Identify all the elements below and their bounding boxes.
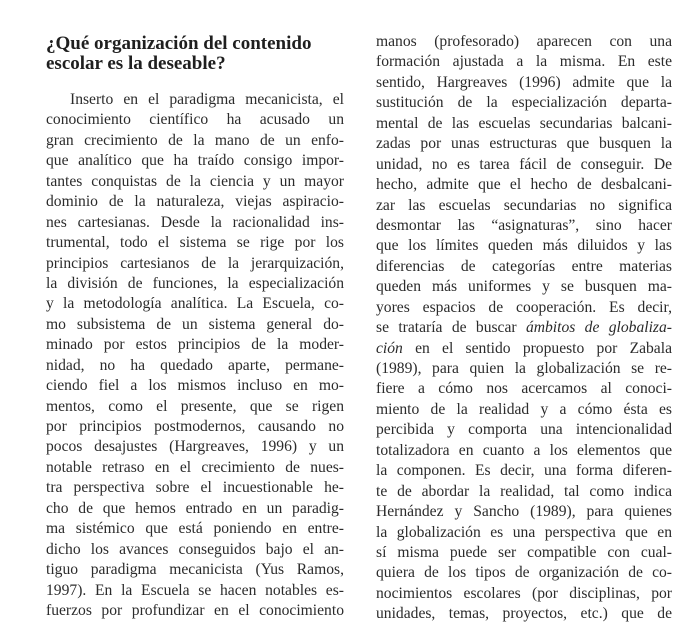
text-line: fiere a cómo nos acercamos al conoci- <box>376 380 672 398</box>
text-line: totalizadora en cuanto a los elementos que <box>376 441 672 459</box>
text-line: nocimientos escolares (por disciplinas, por <box>376 584 672 602</box>
text-line: nes cartesianas. Desde la racionalidad ins- <box>46 213 344 231</box>
text-line: nidad, no ha quedado aparte, permane- <box>46 356 344 374</box>
text-line: y la metodología analítica. La Escuela, co- <box>46 295 344 313</box>
text-line: que analítico que ha traído consigo impor- <box>46 152 344 170</box>
text-line: que los límites queden más diluidos y las <box>376 237 672 255</box>
text-line: miento de la realidad y a cómo ésta es <box>376 400 672 418</box>
text-line: unidad, no es tarea fácil de conseguir. De <box>376 155 672 173</box>
text-line: sí misma puede ser compatible con cual- <box>376 543 672 561</box>
text-line: formación ajustada a la misma. En este <box>376 53 672 71</box>
text-segment: en el sentido propuesto por Zabala <box>402 339 672 357</box>
text-line: tantes conquistas de la ciencia y un mayor <box>46 172 344 190</box>
text-line: tiguo paradigma mecanicista (Yus Ramos, <box>46 561 344 579</box>
text-line: ma sistémico que está poniendo en entre- <box>46 520 344 538</box>
text-line: principios cartesianos de la jerarquización, <box>46 254 344 272</box>
text-line: hecho, admite que el hecho de desbalcani- <box>376 176 672 194</box>
text-line: desmontar las “asignaturas”, sino hacer <box>376 216 672 234</box>
text-line: cho de que hemos entrado en un paradig- <box>46 499 344 517</box>
text-line: mental de las escuelas secundarias balcani- <box>376 114 672 132</box>
text-line: manos (profesorado) aparecen con una <box>376 33 672 50</box>
left-body-text <box>46 90 344 619</box>
text-line: la globalización es una perspectiva que en <box>376 523 672 541</box>
text-line: mo subsistema de un sistema general do- <box>46 315 344 333</box>
text-line: ciendo fiel a los mismos incluso en mo- <box>46 377 344 395</box>
text-line-cut-off: unidades, temas, proyectos, etc.) que de <box>376 605 672 623</box>
text-line: quiera de los tipos de organización de co- <box>376 564 672 582</box>
text-segment: se trataría de buscar <box>376 319 526 337</box>
text-line: gran crecimiento de la mano de un enfo- <box>46 131 344 149</box>
section-heading <box>46 34 344 74</box>
text-line: Inserto en el paradigma mecanicista, el <box>70 91 344 108</box>
text-line: la componen. Es decir, una forma diferen- <box>376 462 672 480</box>
text-line: yores espacios de cooperación. Es decir, <box>376 298 672 316</box>
text-line: trumental, todo el sistema se rige por los <box>46 234 344 252</box>
text-line: pocos desajustes (Hargreaves, 1996) y un <box>46 438 344 456</box>
text-line: tra perspectiva sobre el incuestionable he- <box>46 479 344 497</box>
text-line: notable retraso en el crecimiento de nues- <box>46 458 344 476</box>
text-line-cut-off: fuerzos por profundizar en el conocimiento <box>46 601 344 619</box>
text-line: Hernández y Sancho (1989), para quienes <box>376 503 672 521</box>
text-line: 1997). En la Escuela se hacen notables es- <box>46 581 344 599</box>
text-line-with-italic <box>376 318 672 338</box>
text-line: mentos, como el presente, que se rigen <box>46 397 344 415</box>
text-line: (1989), para quien la globalización se re- <box>376 360 672 377</box>
text-line: dominio de la naturaleza, viejas aspiracio- <box>46 193 344 211</box>
text-line: sustitución de la especialización departa- <box>376 94 672 112</box>
italic-term: ámbitos de globaliza- <box>525 319 672 337</box>
text-line: percibida y comporta una intencionalidad <box>376 421 672 439</box>
heading-line-1: ¿Qué organización del contenido <box>46 33 312 54</box>
text-line: minado por estos principios de la moder- <box>46 336 344 354</box>
text-line: dicho los avances conseguidos bajo el an- <box>46 540 344 558</box>
right-body-text <box>376 32 672 623</box>
italic-term: ción <box>376 339 403 357</box>
text-line: conocimiento científico ha acusado un <box>46 111 344 129</box>
text-line: te de abordar la realidad, tal como indica <box>376 482 672 500</box>
text-line: queden más uniformes y se busquen ma- <box>376 278 672 296</box>
text-line: zar las escuelas secundarias no significa <box>376 196 672 214</box>
text-line: zadas por unas estructuras que busquen la <box>376 135 672 153</box>
text-line: diferencias de categorías entre materias <box>376 257 672 275</box>
text-line: la división de funciones, la especialización <box>46 274 344 292</box>
heading-line-2: escolar es la deseable? <box>46 53 226 74</box>
text-line-with-italic <box>376 339 672 359</box>
text-line: sentido, Hargreaves (1996) admite que la <box>376 73 672 91</box>
text-line: por principios postmodernos, causando no <box>46 418 344 435</box>
